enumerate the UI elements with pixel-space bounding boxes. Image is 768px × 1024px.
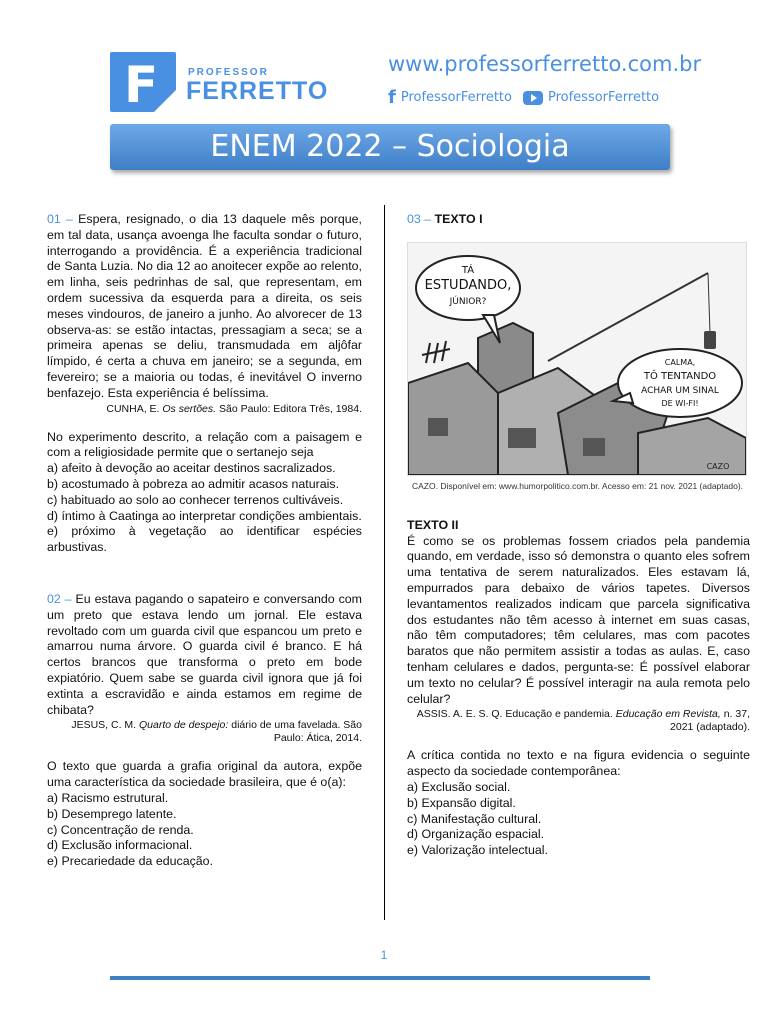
option-c[interactable]: c) Manifestação cultural. <box>407 811 542 826</box>
option-c[interactable]: c) habituado ao solo ao conhecer terrenos cultiváveis. <box>47 492 344 507</box>
option-d[interactable]: d) Exclusão informacional. <box>47 838 193 853</box>
option-c[interactable]: c) Concentração de renda. <box>47 822 194 837</box>
option-d[interactable]: d) íntimo à Caatinga ao interpretar condições ambientais. <box>47 508 362 523</box>
bubble-2-line-4: DE WI-FI! <box>661 398 699 408</box>
question-3-reference: ASSIS. A. E. S. Q. Educação e pandemia. Educação em Revista, n. 37, 2021 (adaptado). <box>416 708 750 734</box>
cartoon-signature: CAZO <box>706 461 730 471</box>
bubble-1-line-3: JÚNIOR? <box>449 296 487 307</box>
option-a[interactable]: a) Racismo estrutural. <box>47 790 169 805</box>
question-2-stem: O texto que guarda a grafia original da autora, expõe uma característica da sociedade brasileira, que é o(a): <box>47 759 362 790</box>
page-title: ENEM 2022 – Sociologia <box>110 124 670 170</box>
question-2-number: 02 – <box>47 591 72 606</box>
page-header <box>0 0 768 120</box>
footer-line <box>110 976 650 980</box>
cartoon-drawing <box>408 243 746 475</box>
option-b[interactable]: b) acostumado à pobreza ao admitir acasos naturais. <box>47 476 340 491</box>
cartoon-image <box>407 242 747 491</box>
bubble-1-line-1: TÁ <box>461 264 475 276</box>
left-column <box>47 212 362 870</box>
youtube-handle[interactable]: ProfessorFerretto <box>547 90 660 105</box>
question-1-reference: CUNHA, E. Os sertões. São Paulo: Editora Três, 1984. <box>106 402 362 415</box>
brand-small: PROFESSOR <box>188 67 269 78</box>
question-3-stem: A crítica contida no texto e na figura evidencia o seguinte aspecto da sociedade contemporânea: <box>407 748 750 779</box>
option-a[interactable]: a) Exclusão social. <box>407 779 511 794</box>
option-b[interactable]: b) Desemprego latente. <box>47 806 177 821</box>
cartoon-caption: CAZO. Disponível em: www.humorpolitico.com.br. Acesso em: 21 nov. 2021 (adaptado). <box>412 480 744 491</box>
ferretto-logo <box>110 52 176 112</box>
question-1-text: 01 – Espera, resignado, o dia 13 daquele mês porque, em tal data, usança avoenga lhe faculta sondar o futuro, interrogando a providência. É a experiência tradicional de Santa Luzia. No dia 12 ao anoitecer expõe ao relento, em linha, seis pedrinhas de sal, que representam, em ordem sucessiva da esquerda para a direita, os seis meses vindouros, de janeiro a junho. Ao alvorecer de 13 observa-as: se estão intactas, pressagiam a seca; se a primeira apenas se deliu, transmudada em aljôfar límpido, é certa a chuva em janeiro; se a segunda, em fevereiro; se a maioria ou todas, é inevitável O inverno benfazejo. Esta experiência é belíssima. <box>47 212 362 400</box>
social-links <box>388 87 659 108</box>
facebook-icon: f <box>388 87 396 108</box>
logo-letter: F <box>124 56 159 114</box>
question-1-stem: No experimento descrito, a relação com a paisagem e com a religiosidade permite que o sertanejo seja <box>47 429 362 460</box>
texto-2-label: TEXTO II <box>407 517 459 532</box>
question-3-number: 03 – <box>407 212 432 226</box>
option-e[interactable]: e) próximo à vegetação ao identificar espécies arbustivas. <box>47 524 362 555</box>
question-3-text: É como se os problemas fossem criados pela pandemia quando, em verdade, isso só demonstra o quanto eles sofrem uma tentativa de serem naturalizados. Eles estavam lá, empurrados para debaixo de vários tapetes. Diversos levantamentos realizados indicam que parcela significativa dos estudantes não têm acesso à internet em suas casas, não têm computadores; têm celulares, mas com pacotes baratos que não permitem assistir a todas as aulas. E, caso tenham celulares e dados, pergunta-se: É possível elaborar um texto no celular? É possível interagir na aula remota pelo celular? <box>407 533 750 706</box>
youtube-icon <box>523 91 543 105</box>
right-column <box>407 212 750 859</box>
page-number: 1 <box>380 948 388 962</box>
option-e[interactable]: e) Precariedade da educação. <box>47 854 214 869</box>
site-url[interactable]: www.professorferretto.com.br <box>388 52 702 76</box>
question-2-text: 02 – Eu estava pagando o sapateiro e conversando com um preto que estava lendo um jornal. Ele estava revoltado com um guarda civil que espancou um preto e amarrou numa árvore. O guarda civil é branco. E há certos brancos que transforma o preto em bode expiatório. Quem sabe se guarda civil ignora que já foi extinta a escravidão e ainda estamos em regime de chibata? <box>47 591 362 717</box>
option-a[interactable]: a) afeito à devoção ao aceitar destinos sacralizados. <box>47 461 336 476</box>
option-d[interactable]: d) Organização espacial. <box>407 827 545 842</box>
column-divider <box>384 205 385 920</box>
bubble-2-line-3: ACHAR UM SINAL <box>641 385 719 396</box>
option-e[interactable]: e) Valorização intelectual. <box>407 843 548 858</box>
option-b[interactable]: b) Expansão digital. <box>407 795 516 810</box>
question-3-header: 03 – TEXTO I <box>407 212 483 226</box>
question-1-number: 01 – <box>47 212 73 226</box>
bubble-2-line-2: TÔ TENTANDO <box>643 370 717 382</box>
brand-big: FERRETTO <box>186 77 329 105</box>
bubble-1-line-2: ESTUDANDO, <box>424 277 512 293</box>
facebook-handle[interactable]: ProfessorFerretto <box>400 90 512 105</box>
bubble-2-line-1: CALMA, <box>664 357 696 367</box>
question-2-reference: JESUS, C. M. Quarto de despejo: diário de uma favelada. São Paulo: Ática, 2014. <box>71 719 362 745</box>
